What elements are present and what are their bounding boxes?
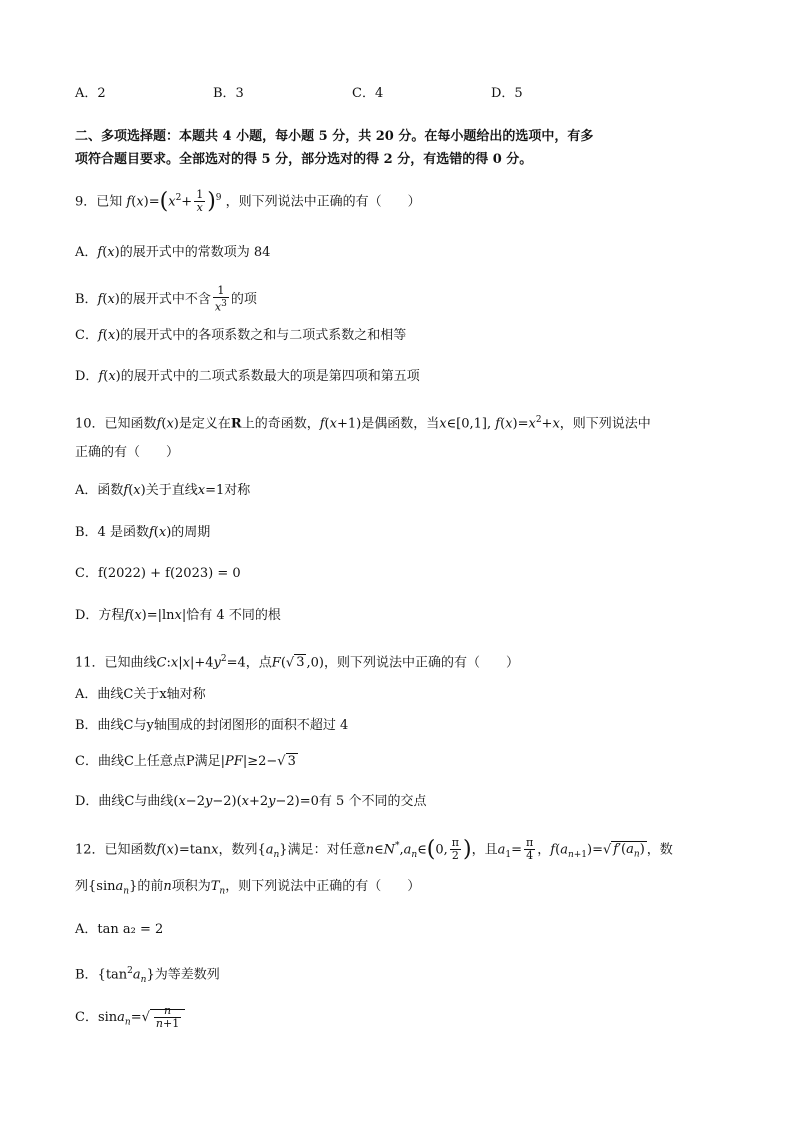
q12-l2a: 列 xyxy=(75,879,89,894)
q11-option-d: D．曲线C与曲线(x−2y−2)(x+2y−2)=0有 5 个不同的交点 xyxy=(75,794,427,809)
q10-d-post: 恰有 4 不同的根 xyxy=(186,608,281,623)
option-c-prev: C．4 xyxy=(352,86,384,101)
q10-option-c: C．f(2022) + f(2023) = 0 xyxy=(75,566,241,581)
q12-stem-c: 满足：对任意 xyxy=(287,842,366,858)
q12-l2b: 的前 xyxy=(137,879,164,894)
section-header-line2: 项符合题目要求。全部选对的得 5 分，部分选对的得 2 分，有选错的得 0 分。 xyxy=(75,152,533,167)
q10-a-tail: 对称 xyxy=(224,483,251,498)
q12-l2c: 项积为 xyxy=(171,879,211,894)
q10-option-a: A．函数f(x)关于直线x=1对称 xyxy=(75,483,251,498)
q10-option-d: D．方程f(x)=|lnx|恰有 4 不同的根 xyxy=(75,608,281,623)
q12-option-c: C．sina$_n$=√ $\frac{n}{n+1}$ xyxy=(75,1005,185,1033)
question-9: 9．已知 $f(x)=(x^2+$ $\frac{1}{x}$ )$^9$ ，则下列说法中正确的有（ ） xyxy=(75,188,421,215)
q11-c-pre: C．曲线C上任意点P满足 xyxy=(75,754,221,769)
option-d-prev: D．5 xyxy=(491,86,523,101)
q12-stem-line2: 列{sina$_n$}的前n项积为$T_n$，则下列说法中正确的有（ ） xyxy=(75,879,421,897)
section-header-line1: 二、多项选择题：本题共 4 小题，每小题 5 分，共 20 分。在每小题给出的选项中，有多 xyxy=(75,129,594,144)
q9-option-b: B．f(x)的展开式中不含 $\frac{1}{x^3}$ 的项 xyxy=(75,284,257,314)
q10-option-b: B．4 是函数f(x)的周期 xyxy=(75,525,211,540)
q11-d-pre: D．曲线C与曲线 xyxy=(75,794,174,809)
q9-b-text: 的展开式中不含 xyxy=(119,291,211,307)
q10-b-pre: B．4 是函数 xyxy=(75,525,149,540)
real-set: R xyxy=(230,416,242,432)
q11-option-b: B．曲线C与y轴围成的封闭图形的面积不超过 4 xyxy=(75,718,349,733)
q9-c-text: 的展开式中的各项系数之和与二项式系数之和相等 xyxy=(120,328,407,343)
q10-a-post: 关于直线 xyxy=(145,483,198,498)
q9-option-a: A．f(x)的展开式中的常数项为 84 xyxy=(75,245,271,260)
q9-option-d: D．f(x)的展开式中的二项式系数最大的项是第四项和第五项 xyxy=(75,369,420,384)
q9-d-text: 的展开式中的二项式系数最大的项是第四项和第五项 xyxy=(120,369,420,384)
q10-c-math: f(2022) + f(2023) = 0 xyxy=(97,566,241,581)
q10-d-pre: D．方程 xyxy=(75,608,125,623)
option-b-prev: B．3 xyxy=(213,86,244,101)
q11-option-c: C．曲线C上任意点P满足|PF|≥2−√ 3 xyxy=(75,754,296,769)
q12-stem-d: ，且 xyxy=(471,842,498,858)
question-10: 10．已知函数f(x)是定义在R上的奇函数，f(x+1)是偶函数，当x∈[0,1], $f(x)=x^2+x$，则下列说法中 xyxy=(75,415,651,432)
q12-b-post: 为等差数列 xyxy=(154,967,220,983)
q10-b-post: 的周期 xyxy=(171,525,211,540)
q10-stem-b: 是定义在 xyxy=(178,416,231,432)
q12-option-b: B．$\{\tan^2a_n\}$为等差数列 xyxy=(75,966,220,985)
q12-stem-a: 12．已知函数 xyxy=(75,842,157,858)
q12-option-a: A．tan a₂ = 2 xyxy=(75,922,164,937)
question-11: 11．已知曲线$C:x|x|+4y^2=4$，点F(√ 3 ,0)，则下列说法中正确的有（ ） xyxy=(75,654,519,671)
q9-tail: ，则下列说法中正确的有（ ） xyxy=(225,194,421,210)
q11-stem-c: ，则下列说法中正确的有（ ） xyxy=(323,655,519,671)
q12-stem-e: ，数 xyxy=(646,842,673,858)
q9-option-c: C．f(x)的展开式中的各项系数之和与二项式系数之和相等 xyxy=(75,328,407,343)
q10-a-pre: A．函数 xyxy=(75,483,124,498)
q12-a-math: tan a₂ = 2 xyxy=(97,922,164,937)
q12-stem-b: ，数列 xyxy=(218,842,258,858)
q9-a-text: 的展开式中的常数项为 84 xyxy=(119,245,271,260)
q9-b-tail: 的项 xyxy=(230,291,257,307)
q11-option-a: A．曲线C关于x轴对称 xyxy=(75,687,206,702)
q10-stem-e: ，则下列说法中 xyxy=(559,416,651,432)
q10-stem-a: 10．已知函数 xyxy=(75,416,157,432)
q10-stem-c: 上的奇函数， xyxy=(241,416,320,432)
q10-stem-d: 是偶函数，当 xyxy=(361,416,440,432)
q12-l2d: ，则下列说法中正确的有（ ） xyxy=(225,879,421,894)
q11-stem-b: ，点 xyxy=(245,655,272,671)
q10-stem-line2: 正确的有（ ） xyxy=(75,445,180,460)
q12-c-pre: C． xyxy=(75,1010,98,1025)
q9-stem: 9．已知 xyxy=(75,194,123,210)
q11-d-post: 有 5 个不同的交点 xyxy=(318,794,427,809)
q11-stem-a: 11．已知曲线 xyxy=(75,655,157,671)
option-a-prev: A．2 xyxy=(75,86,106,101)
question-12: 12．已知函数f(x)=tanx，数列$\{a_n\}$满足：对任意$n\in N^*,a_n\in(0$, $\frac{\pi}{2}$ )，且$a_1=$ $\frac{\pi}{4}$ ，$f(a_{n+1})=√$ $f'(a_n)$ ，数 xyxy=(75,836,673,863)
